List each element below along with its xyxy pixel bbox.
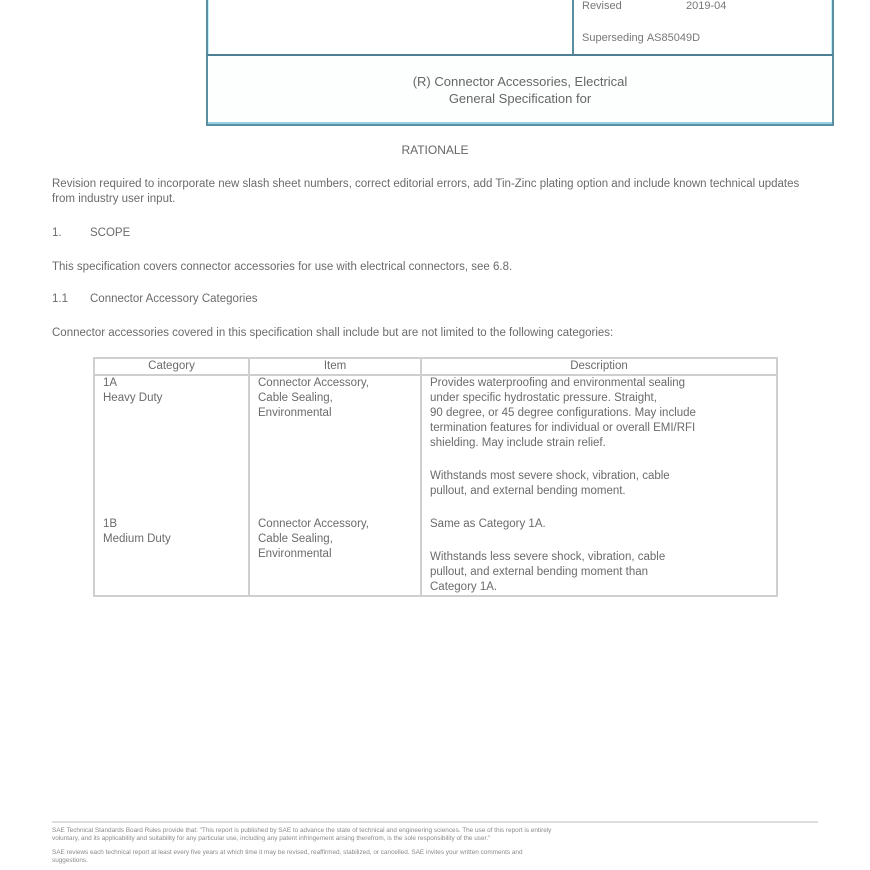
category-name: Medium Duty [103, 533, 171, 545]
scope-text: This specification covers connector accessories for use with electrical connectors, see 6.8. [52, 261, 513, 273]
description-line: termination features for individual or overall EMI/RFI [430, 422, 696, 434]
section-title: SCOPE [90, 227, 131, 239]
footer-line: voluntary, and its applicability and suitability for any particular use, including any patent infringement arising therefrom, is the sole responsibility of the user." [52, 835, 491, 842]
category-code: 1B [103, 518, 118, 530]
description-line: Same as Category 1A. [430, 518, 546, 530]
cell-item [249, 517, 421, 596]
subsection-heading [52, 293, 257, 305]
header-description: Description [421, 358, 777, 375]
item-line: Connector Accessory, [258, 377, 370, 389]
footer-line: suggestions. [52, 857, 88, 864]
description-line: shielding. May include strain relief. [430, 437, 606, 449]
footer-line: SAE Technical Standards Board Rules provide that: "This report is published by SAE to advance the state of technical and engineering sciences. The use of this report is entirely [52, 827, 552, 834]
subsection-intro: Connector accessories covered in this specification shall include but are not limited to the following categories: [52, 327, 614, 339]
description-line: 90 degree, or 45 degree configurations. May include [430, 407, 696, 419]
revision-info-cell [572, 0, 832, 54]
description-line: Provides waterproofing and environmental sealing [430, 377, 686, 389]
cell-category [94, 517, 249, 596]
item-line: Connector Accessory, [258, 518, 370, 530]
document-header-box [206, 0, 834, 56]
rationale-text: Revision required to incorporate new slash sheet numbers, correct editorial errors, add Tin-Zinc plating option and include known technical updates from industry user input. [52, 178, 800, 205]
item-line: Cable Sealing, [258, 392, 333, 404]
cell-description [421, 375, 777, 517]
table-row [94, 375, 777, 517]
table-header-row [94, 358, 777, 375]
item-line: Cable Sealing, [258, 533, 333, 545]
rationale-heading: RATIONALE [401, 143, 469, 157]
item-line: Environmental [258, 407, 332, 419]
document-title-line1: (R) Connector Accessories, Electrical [412, 74, 628, 89]
revised-value: 2019-04 [686, 0, 727, 12]
description-line: Category 1A. [430, 581, 498, 593]
description-line: Withstands less severe shock, vibration, cable [430, 551, 666, 563]
table-row [94, 517, 777, 596]
description-line: pullout, and external bending moment than [430, 566, 649, 578]
superseding-row [582, 32, 700, 44]
superseding-value: AS85049D [646, 32, 701, 44]
subsection-number: 1.1 [52, 293, 68, 305]
subsection-title: Connector Accessory Categories [90, 293, 258, 305]
category-code: 1A [103, 377, 118, 389]
item-line: Environmental [258, 548, 332, 560]
revised-row [582, 0, 726, 12]
cell-description [421, 517, 777, 596]
header-item: Item [249, 358, 421, 375]
document-title-box [206, 54, 834, 126]
description-line: pullout, and external bending moment. [430, 485, 626, 497]
cell-item [249, 375, 421, 517]
category-name: Heavy Duty [103, 392, 163, 404]
description-line: under specific hydrostatic pressure. Straight, [430, 392, 657, 404]
superseding-label: Superseding [582, 32, 644, 44]
header-category: Category [94, 358, 249, 375]
section-scope-heading [52, 227, 130, 239]
footer-divider [52, 821, 818, 823]
footer-line: SAE reviews each technical report at least every five years at which time it may be revised, reaffirmed, stabilized, or cancelled. SAE invites your written comments and [52, 849, 523, 856]
revised-label: Revised [582, 0, 622, 12]
section-number: 1. [52, 227, 62, 239]
cell-category [94, 375, 249, 517]
category-table [93, 357, 778, 597]
description-line: Withstands most severe shock, vibration, cable [430, 470, 670, 482]
document-title-line2: General Specification for [448, 91, 592, 106]
